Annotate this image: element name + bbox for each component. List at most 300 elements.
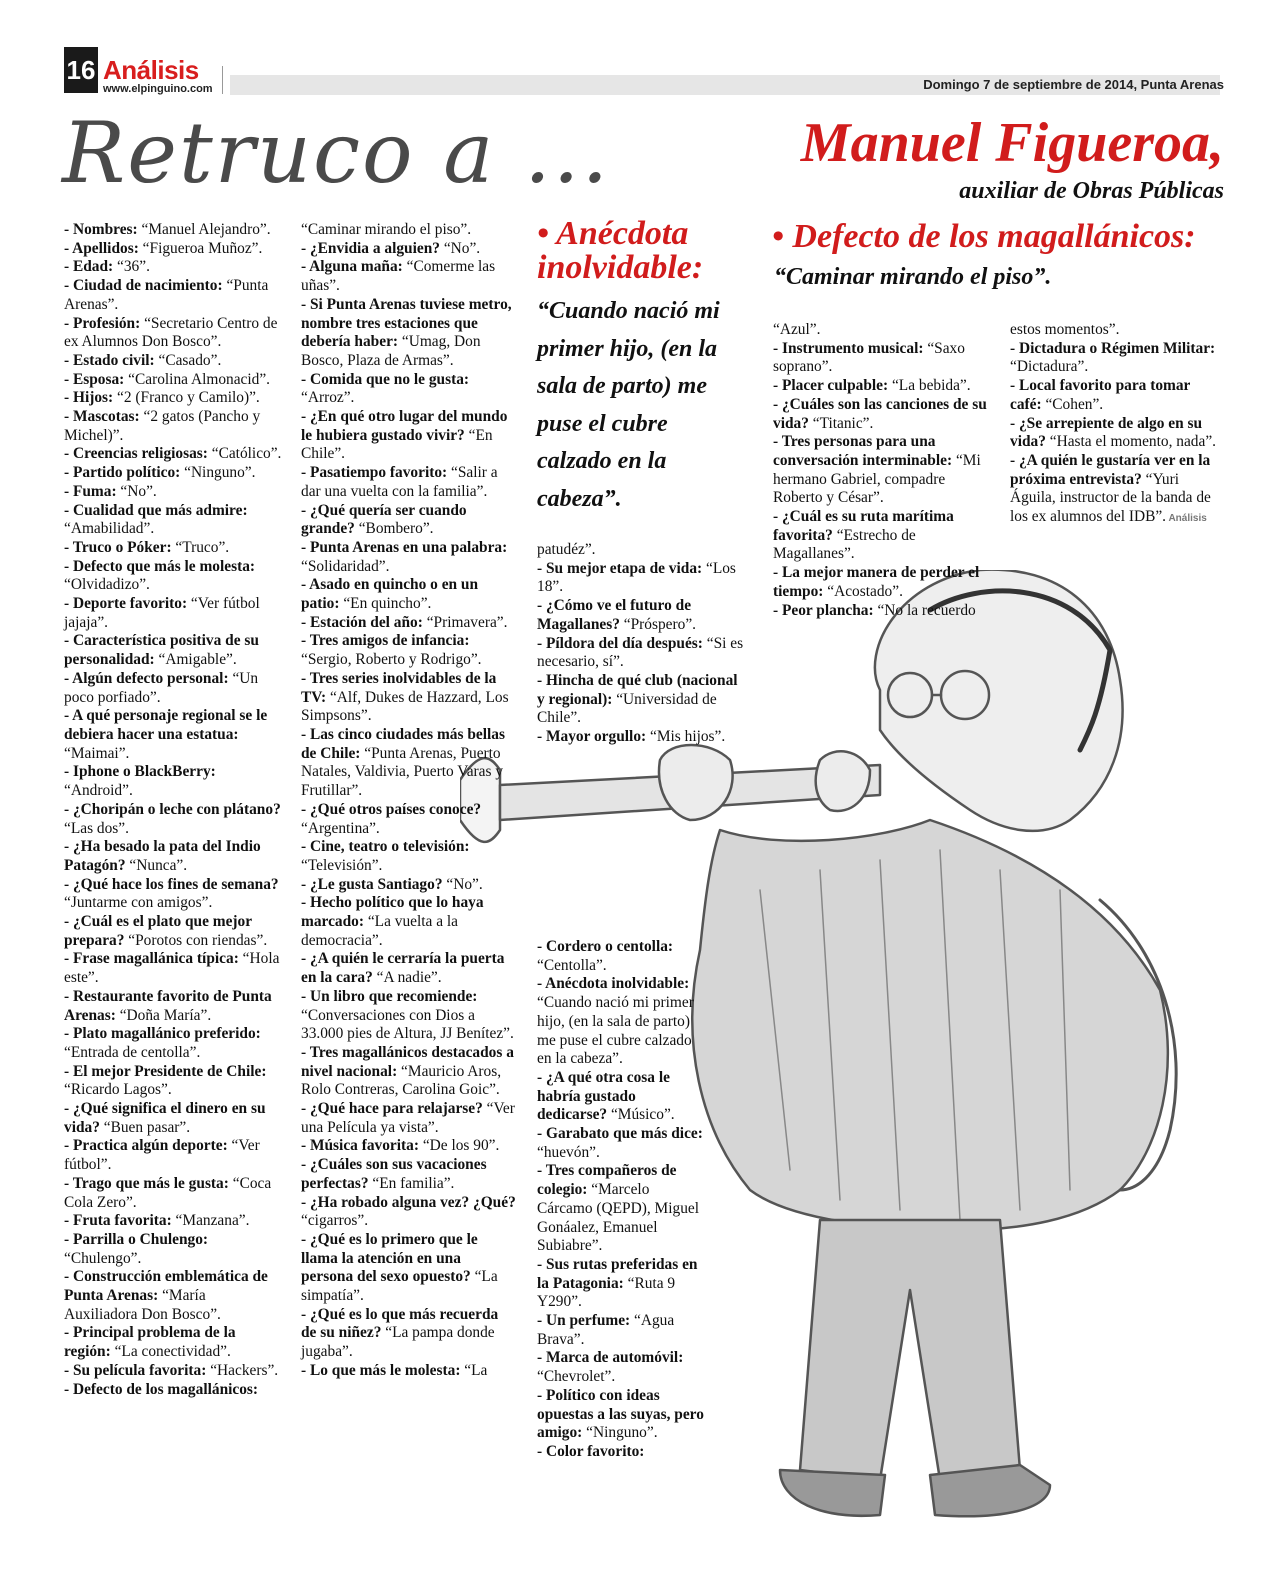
qa-answer: “Solidaridad”. — [301, 557, 390, 575]
qa-item — [301, 1231, 516, 1306]
qa-item — [64, 632, 282, 669]
qa-item — [537, 1162, 707, 1256]
qa-item — [301, 838, 516, 875]
qa-item — [301, 876, 516, 895]
left-shoe — [780, 1470, 885, 1516]
qa-question: - ¿Cuáles son sus vacaciones perfectas? — [301, 1156, 487, 1192]
qa-question: - Un perfume: — [537, 1312, 631, 1330]
qa-item — [773, 602, 993, 621]
qa-item — [64, 1100, 282, 1137]
interview-column-5 — [1010, 321, 1222, 529]
qa-question: - Practica algún deporte: — [64, 1137, 228, 1155]
qa-answer: “Si es necesario, sí”. — [537, 634, 744, 671]
qa-question: - Partido político: — [64, 464, 181, 482]
qa-question: - Defecto que más le molesta: — [64, 557, 256, 575]
qa-item — [64, 1137, 282, 1174]
qa-item — [64, 408, 282, 445]
qa-item — [773, 321, 993, 340]
qa-question: - ¿Envidia a alguien? — [301, 239, 440, 257]
qa-question: - Apellidos: — [64, 239, 139, 257]
qa-item — [537, 1256, 707, 1312]
qa-item — [301, 464, 516, 501]
qa-answer: “De los 90”. — [418, 1137, 500, 1155]
qa-answer: “Manzana”. — [171, 1212, 250, 1230]
qa-question: - ¿En qué otro lugar del mundo le hubiera gustado vivir? — [301, 408, 508, 444]
qa-item — [537, 541, 747, 560]
qa-question: - Tres compañeros de colegio: — [537, 1162, 677, 1199]
qa-item — [64, 988, 282, 1025]
qa-item — [773, 564, 993, 601]
qa-item — [301, 408, 516, 464]
qa-item — [64, 502, 282, 539]
qa-question: - Tres personas para una conversación interminable: — [773, 433, 953, 469]
qa-answer: “Ricardo Lagos”. — [64, 1081, 172, 1099]
qa-answer: “Marcelo Cárcamo (QEPD), Miguel Gonáalez, Emanuel Subiabre”. — [537, 1181, 699, 1255]
qa-item — [64, 950, 282, 987]
qa-answer: “Caminar mirando el piso”. — [301, 221, 472, 238]
qa-question: - Tres series inolvidables de la TV: — [301, 669, 497, 706]
qa-item — [64, 595, 282, 632]
qa-answer: “Ninguno”. — [582, 1424, 658, 1442]
qa-answer: “Amabilidad”. — [64, 520, 155, 538]
qa-question: - Esposa: — [64, 370, 125, 388]
qa-item — [537, 672, 747, 728]
qa-question: - Dictadura o Régimen Militar: — [1010, 339, 1216, 357]
qa-item — [64, 445, 282, 464]
qa-answer: “Truco”. — [171, 538, 230, 556]
qa-answer: “Android”. — [64, 782, 133, 800]
qa-answer: “2 (Franco y Camilo)”. — [113, 389, 260, 407]
qa-answer: estos momentos”. — [1010, 321, 1120, 338]
qa-answer: “Sergio, Roberto y Rodrigo”. — [301, 651, 482, 669]
qa-question: - ¿Ha robado alguna vez? ¿Qué? — [301, 1193, 516, 1211]
qa-question: - Mascotas: — [64, 408, 140, 426]
qa-answer: “No”. — [439, 239, 481, 257]
qa-answer: “Dictadura”. — [1010, 358, 1089, 376]
qa-item — [64, 1324, 282, 1361]
qa-question: - ¿Ha besado la pata del Indio Patagón? — [64, 838, 261, 874]
qa-answer: “Católico”. — [207, 445, 282, 463]
legs — [800, 1220, 1020, 1480]
qa-answer: “Punta Arenas”. — [64, 277, 269, 313]
qa-question: - Estado civil: — [64, 351, 155, 369]
qa-question: - Defecto de los magallánicos: — [64, 1380, 259, 1398]
qa-answer: “Bombero”. — [354, 520, 434, 538]
qa-question: - Característica positiva de su personalidad: — [64, 632, 259, 669]
qa-answer: “Hola este”. — [64, 950, 280, 987]
qa-answer: “La vuelta a la democracia”. — [301, 913, 458, 949]
qa-question: - ¿Se arrepiente de algo en su vida? — [1010, 414, 1203, 451]
qa-answer: “Entrada de centolla”. — [64, 1043, 201, 1061]
qa-question: - Un libro que recomiende: — [301, 987, 478, 1005]
qa-item — [301, 1156, 516, 1193]
qa-question: - Estación del año: — [301, 613, 423, 631]
qa-answer: “Ruta 9 Y290”. — [537, 1274, 676, 1311]
brand-url: www.elpinguino.com — [103, 83, 213, 95]
qa-question: - Tres magallánicos destacados a nivel nacional: — [301, 1043, 514, 1080]
qa-question: - Edad: — [64, 258, 114, 276]
qa-question: - Nombres: — [64, 221, 138, 238]
qa-question: - Principal problema de la región: — [64, 1324, 236, 1361]
qa-answer: “Próspero”. — [619, 615, 697, 633]
qa-answer: “Hasta el momento, nada”. — [1045, 433, 1217, 451]
qa-item — [773, 396, 993, 433]
qa-question: - Sus rutas preferidas en la Patagonia: — [537, 1255, 698, 1292]
qa-item — [301, 670, 516, 726]
qa-question: - ¿Cuál es su ruta marítima favorita? — [773, 508, 954, 544]
qa-item — [64, 1268, 282, 1324]
qa-question: - ¿Qué hace los fines de semana? — [64, 875, 279, 893]
qa-question: - Punta Arenas en una palabra: — [301, 538, 508, 556]
anecdota-heading: • Anécdota inolvidable: — [537, 215, 704, 286]
qa-item — [301, 258, 516, 295]
qa-answer: “La bebida”. — [888, 377, 971, 395]
qa-question: - Profesión: — [64, 314, 141, 332]
qa-answer: “Nunca”. — [125, 856, 188, 874]
qa-answer: “Coca Cola Zero”. — [64, 1174, 272, 1211]
qa-answer: “Cuando nació mi primer hijo, (en la sala de parto) me puse el cubre calzado en la cabeza”. — [537, 994, 694, 1068]
qa-item — [301, 240, 516, 259]
qa-answer: “Estrecho de Magallanes”. — [773, 526, 916, 563]
interview-column-4 — [773, 321, 993, 620]
qa-question: - Placer culpable: — [773, 377, 889, 395]
qa-item — [301, 221, 516, 240]
qa-question: - Las cinco ciudades más bellas de Chile: — [301, 725, 505, 762]
qa-answer: “Cohen”. — [1041, 395, 1104, 413]
qa-question: - ¿Qué es lo que más recuerda de su niñez? — [301, 1305, 499, 1342]
qa-question: - Anécdota inolvidable: — [537, 975, 690, 993]
qa-answer: “Argentina”. — [301, 819, 380, 837]
qa-item — [64, 483, 282, 502]
qa-item — [64, 1063, 282, 1100]
qa-item — [64, 913, 282, 950]
qa-question: - ¿Qué hace para relajarse? — [301, 1100, 483, 1118]
qa-answer: “La simpatía”. — [301, 1268, 498, 1305]
qa-question: - Hijos: — [64, 389, 114, 407]
qa-answer: “No”. — [442, 875, 483, 893]
qa-question: - Algún defecto personal: — [64, 669, 229, 687]
qa-answer: “Porotos con riendas”. — [124, 931, 268, 949]
qa-item — [1010, 377, 1222, 414]
qa-item — [537, 1443, 707, 1462]
qa-question: - A qué personaje regional se le debiera hacer una estatua: — [64, 707, 268, 743]
qa-item — [64, 558, 282, 595]
qa-answer: “María Auxiliadora Don Bosco”. — [64, 1287, 221, 1323]
qa-question: - Cine, teatro o televisión: — [301, 838, 470, 856]
qa-question: - Plato magallánico preferido: — [64, 1025, 261, 1043]
qa-question: - Lo que más le molesta: — [301, 1361, 461, 1379]
interview-column-3 — [537, 541, 747, 747]
qa-answer: “Comerme las uñas”. — [301, 258, 496, 295]
qa-answer: “Ver fútbol jajaja”. — [64, 595, 260, 631]
qa-answer: “No la recuerdo — [873, 601, 976, 619]
qa-question: - Alguna maña: — [301, 258, 403, 276]
qa-item — [301, 296, 516, 371]
qa-item — [64, 240, 282, 259]
qa-answer: “Los 18”. — [537, 559, 736, 596]
qa-item — [64, 670, 282, 707]
qa-answer: “Olvidadizo”. — [64, 576, 150, 594]
qa-item — [301, 502, 516, 539]
qa-item — [301, 614, 516, 633]
qa-question: - Construcción emblemática de Punta Arenas: — [64, 1268, 268, 1305]
qa-question: - ¿Qué quería ser cuando grande? — [301, 501, 467, 538]
qa-question: - Cualidad que más admire: — [64, 501, 248, 519]
qa-answer: “Titanic”. — [808, 414, 874, 432]
defecto-heading: • Defecto de los magallánicos: — [772, 218, 1196, 255]
qa-item — [301, 894, 516, 950]
qa-item — [537, 938, 707, 975]
qa-answer: “Buen pasar”. — [99, 1118, 191, 1136]
qa-question: - Mayor orgullo: — [537, 728, 647, 746]
qa-question: - Fruta favorita: — [64, 1212, 172, 1230]
qa-answer: “Universidad de Chile”. — [537, 690, 717, 727]
qa-item — [537, 560, 747, 597]
qa-answer: “Primavera”. — [422, 613, 508, 631]
brand-logo: Análisis — [103, 55, 199, 85]
qa-item — [64, 801, 282, 838]
qa-question: - Truco o Póker: — [64, 538, 172, 556]
qa-question: - Su mejor etapa de vida: — [537, 559, 703, 577]
qa-item — [301, 801, 516, 838]
qa-question: - Trago que más le gusta: — [64, 1174, 229, 1192]
qa-question: - Frase magallánica típica: — [64, 950, 239, 968]
qa-item — [773, 433, 993, 508]
qa-item — [301, 950, 516, 987]
dateline: Domingo 7 de septiembre de 2014, Punta Arenas — [923, 77, 1224, 92]
qa-question: - Pasatiempo favorito: — [301, 464, 448, 482]
qa-item — [301, 371, 516, 408]
qa-question: - Asado en quincho o en un patio: — [301, 576, 479, 613]
qa-question: - Iphone o BlackBerry: — [64, 763, 216, 781]
qa-question: - ¿A quién le gustaría ver en la próxima entrevista? — [1010, 451, 1211, 488]
qa-question: - Hincha de qué club (nacional y regional): — [537, 671, 738, 708]
qa-item — [301, 988, 516, 1044]
qa-question: - Peor plancha: — [773, 601, 874, 619]
qa-question: - Local favorito para tomar café: — [1010, 377, 1191, 413]
interviewee-name: Manuel Figueroa, — [800, 112, 1224, 174]
qa-item — [301, 726, 516, 801]
qa-answer: “Juntarme con amigos”. — [64, 894, 213, 912]
qa-item — [1010, 415, 1222, 452]
qa-item — [301, 1100, 516, 1137]
qa-item — [64, 221, 282, 240]
qa-answer: “Maimai”. — [64, 744, 130, 762]
qa-answer: “Agua Brava”. — [537, 1312, 675, 1348]
qa-answer: “Salir a dar una vuelta con la familia”. — [301, 464, 498, 500]
interview-column-1 — [64, 221, 282, 1399]
qa-item — [537, 1387, 707, 1443]
qa-answer: “Conversaciones con Dios a 33.000 pies de Altura, JJ Benítez”. — [301, 1006, 514, 1043]
qa-item — [773, 508, 993, 564]
qa-answer: “Mauricio Aros, Rolo Contreras, Carolina Goic”. — [301, 1062, 502, 1099]
qa-question: - ¿A qué otra cosa le habría gustado dedicarse? — [537, 1068, 670, 1124]
qa-answer: “La conectividad”. — [110, 1343, 231, 1361]
qa-answer: “Chevrolet”. — [537, 1368, 616, 1386]
qa-item — [537, 975, 707, 1069]
qa-question: - ¿A quién le cerraría la puerta en la cara? — [301, 950, 505, 987]
qa-answer: “Arroz”. — [301, 389, 355, 407]
qa-question: - El mejor Presidente de Chile: — [64, 1062, 267, 1080]
qa-answer: “Saxo soprano”. — [773, 339, 965, 376]
qa-item — [64, 763, 282, 800]
qa-item — [537, 635, 747, 672]
qa-question: - Deporte favorito: — [64, 595, 188, 613]
qa-question: - ¿Cuál es el plato que mejor prepara? — [64, 913, 252, 949]
qa-question: - Música favorita: — [301, 1137, 419, 1155]
qa-answer: “A nadie”. — [372, 969, 442, 987]
qa-answer: “En Chile”. — [301, 426, 493, 463]
qa-question: - Cordero o centolla: — [537, 938, 674, 955]
qa-item — [64, 352, 282, 371]
qa-item — [537, 1125, 707, 1162]
qa-question: - Si Punta Arenas tuviese metro, nombre tres estaciones que debería haber: — [301, 295, 512, 351]
qa-answer: “Ver una Película ya vista”. — [301, 1100, 515, 1136]
qa-item — [537, 728, 747, 747]
qa-answer: “La pampa donde jugaba”. — [301, 1324, 495, 1361]
qa-item — [64, 315, 282, 352]
qa-answer: “Ver fútbol”. — [64, 1137, 260, 1174]
qa-answer: “Casado”. — [154, 351, 222, 369]
qa-item — [301, 539, 516, 576]
interview-column-2 — [301, 221, 516, 1381]
qa-question: - Fuma: — [64, 482, 117, 500]
qa-item — [301, 1137, 516, 1156]
qa-question: - Político con ideas opuestas a las suyas, pero amigo: — [537, 1386, 704, 1442]
qa-item — [773, 340, 993, 377]
qa-question: - Ciudad de nacimiento: — [64, 277, 223, 295]
qa-answer: “En familia”. — [368, 1174, 455, 1192]
header-divider — [222, 66, 223, 94]
qa-answer: “En quincho”. — [339, 595, 432, 613]
qa-question: - Marca de automóvil: — [537, 1349, 684, 1367]
qa-answer: “Punta Arenas, Puerto Natales, Valdivia, Puerto Varas y Frutillar”. — [301, 744, 504, 800]
page-number: 16 — [64, 47, 98, 93]
qa-answer: “36”. — [113, 258, 150, 276]
qa-item — [64, 277, 282, 314]
qa-item — [301, 1362, 516, 1381]
qa-item — [64, 1381, 282, 1400]
qa-answer: “cigarros”. — [301, 1212, 369, 1230]
qa-item — [1010, 452, 1222, 529]
qa-answer: “huevón”. — [537, 1143, 600, 1161]
qa-item — [64, 1175, 282, 1212]
anecdota-quote: “Cuando nació mi primer hijo, (en la sala de parto) me puse el cubre calzado en la cabeza”. — [537, 298, 720, 512]
qa-question: - ¿Choripán o leche con plátano? — [64, 800, 281, 818]
qa-answer: “Hackers”. — [206, 1361, 279, 1379]
qa-question: - Color favorito: — [537, 1442, 645, 1460]
qa-answer: “Televisión”. — [301, 856, 383, 874]
qa-question: - Tres amigos de infancia: — [301, 632, 470, 650]
qa-question: - Comida que no le gusta: — [301, 370, 470, 388]
qa-item — [537, 1312, 707, 1349]
qa-answer: “Músico”. — [607, 1106, 675, 1124]
qa-question: - La mejor manera de perder el tiempo: — [773, 564, 980, 600]
right-hand — [816, 751, 870, 811]
qa-item — [64, 371, 282, 390]
qa-item — [301, 632, 516, 669]
defecto-quote: “Caminar mirando el piso”. — [774, 264, 1052, 290]
jacket — [692, 820, 1168, 1230]
qa-item — [64, 539, 282, 558]
qa-question: - ¿Qué es lo primero que le llama la atención en una persona del sexo opuesto? — [301, 1230, 478, 1286]
qa-item — [64, 1362, 282, 1381]
qa-item — [64, 1212, 282, 1231]
qa-answer: “Chulengo”. — [64, 1249, 142, 1267]
qa-answer: “Manuel Alejandro”. — [137, 221, 271, 238]
qa-answer: patudéz”. — [537, 541, 596, 558]
qa-item — [301, 1044, 516, 1100]
qa-item — [301, 1306, 516, 1362]
qa-question: - ¿Le gusta Santiago? — [301, 875, 443, 893]
qa-answer: “Acostado”. — [823, 582, 903, 600]
qa-item — [1010, 340, 1222, 377]
qa-question: - ¿Qué significa el dinero en su vida? — [64, 1100, 266, 1136]
qa-answer: “Mi hermano Gabriel, compadre Roberto y César”. — [773, 451, 981, 507]
qa-answer: “Las dos”. — [64, 819, 129, 837]
qa-item — [537, 597, 747, 634]
qa-answer: “Yuri Águila, instructor de la banda de los ex alumnos del IDB”. — [1010, 470, 1211, 526]
qa-item — [64, 707, 282, 763]
qa-item — [64, 258, 282, 277]
qa-answer: “Umag, Don Bosco, Plaza de Armas”. — [301, 333, 481, 369]
qa-item — [537, 1349, 707, 1386]
qa-answer: “Ninguno”. — [180, 464, 256, 482]
qa-question: - Instrumento musical: — [773, 339, 924, 357]
qa-item — [773, 377, 993, 396]
interview-column-3-lower — [537, 938, 707, 1462]
qa-answer: “Carolina Almonacid”. — [124, 370, 271, 388]
qa-answer: “Doña María”. — [115, 1006, 212, 1024]
qa-item — [537, 1069, 707, 1125]
qa-item — [64, 389, 282, 408]
qa-answer: “Amigable”. — [154, 651, 237, 669]
qa-answer: “Un poco porfiado”. — [64, 669, 259, 706]
qa-question: - Píldora del día después: — [537, 634, 703, 652]
endmark-logo: Análisis — [1166, 513, 1207, 525]
qa-answer: “Alf, Dukes de Hazzard, Los Simpsons”. — [301, 688, 509, 725]
qa-item — [64, 876, 282, 913]
qa-item — [301, 1194, 516, 1231]
qa-answer: “Secretario Centro de ex Alumnos Don Bosco”. — [64, 314, 278, 351]
qa-question: - ¿Qué otros países conoce? — [301, 800, 482, 818]
qa-question: - Parrilla o Chulengo: — [64, 1230, 209, 1248]
qa-question: - Restaurante favorito de Punta Arenas: — [64, 987, 272, 1024]
right-shoe — [930, 1465, 1050, 1516]
qa-question: - Hecho político que lo haya marcado: — [301, 894, 484, 931]
qa-question: - ¿Cómo ve el futuro de Magallanes? — [537, 597, 692, 633]
qa-answer: “Centolla”. — [537, 956, 607, 974]
section-title: Retruco a ... — [62, 104, 611, 202]
qa-question: - Garabato que más dice: — [537, 1125, 703, 1143]
qa-item — [64, 838, 282, 875]
qa-item — [64, 1025, 282, 1062]
qa-answer: “La — [460, 1361, 488, 1379]
qa-answer: “No”. — [116, 482, 157, 500]
qa-answer: “Mis hijos”. — [646, 728, 726, 746]
qa-answer: “2 gatos (Pancho y Michel)”. — [64, 408, 261, 444]
qa-question: - ¿Cuáles son las canciones de su vida? — [773, 395, 987, 432]
interviewee-job: auxiliar de Obras Públicas — [959, 178, 1224, 204]
qa-answer: “Azul”. — [773, 321, 821, 338]
qa-question: - Su película favorita: — [64, 1361, 207, 1379]
qa-item — [64, 464, 282, 483]
qa-item — [64, 1231, 282, 1268]
qa-item — [301, 576, 516, 613]
qa-question: - Creencias religiosas: — [64, 445, 208, 463]
qa-answer: “Figueroa Muñoz”. — [138, 239, 263, 257]
qa-item — [1010, 321, 1222, 340]
